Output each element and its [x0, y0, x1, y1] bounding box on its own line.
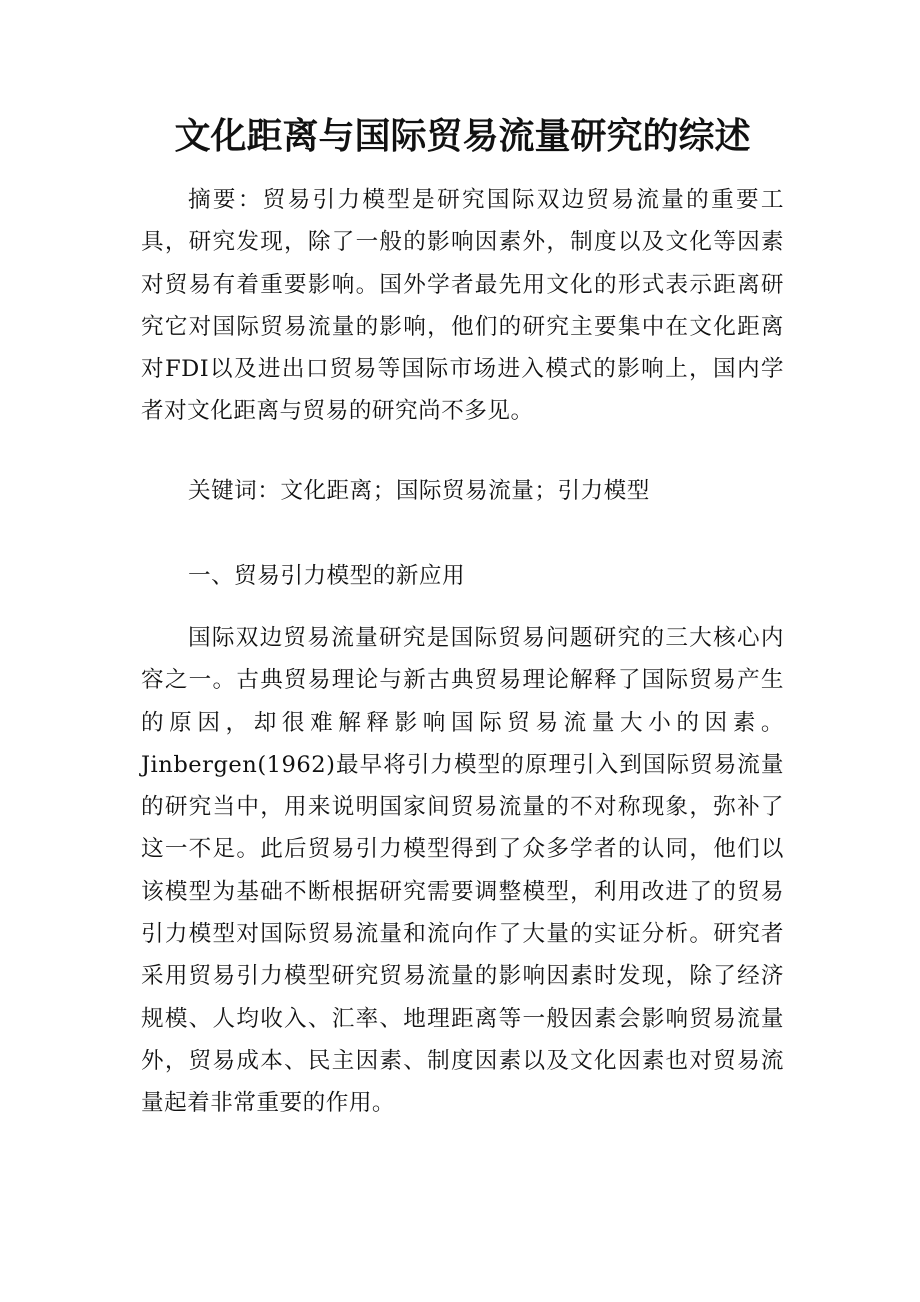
document-title: 文化距离与国际贸易流量研究的综述: [174, 116, 751, 157]
abstract-paragraph: 摘要：贸易引力模型是研究国际双边贸易流量的重要工具，研究发现，除了一般的影响因素外，制度以及文化等因素对贸易有着重要影响。国外学者最先用文化的形式表示距离研究它对国际贸易流量的影响，他们的研究主要集中在文化距离对FDI以及进出口贸易等国际市场进入模式的影响上，国内学者对文化距离与贸易的研究尚不多见。: [141, 187, 784, 425]
section-heading: 一、贸易引力模型的新应用: [188, 563, 466, 589]
body-paragraph: 国际双边贸易流量研究是国际贸易问题研究的三大核心内容之一。古典贸易理论与新古典贸易理论解释了国际贸易产生的原因，却很难解释影响国际贸易流量大小的因素。Jinbergen(1962)最早将引力模型的原理引入到国际贸易流量的研究当中，用来说明国家间贸易流量的不对称现象，弥补了这一不足。此后贸易引力模型得到了众多学者的认同，他们以该模型为基础不断根据研究需要调整模型，利用改进了的贸易引力模型对国际贸易流量和流向作了大量的实证分析。研究者采用贸易引力模型研究贸易流量的影响因素时发现，除了经济规模、人均收入、汇率、地理距离等一般因素会影响贸易流量外，贸易成本、民主因素、制度因素以及文化因素也对贸易流量起着非常重要的作用。: [141, 625, 784, 1117]
keywords-line: 关键词：文化距离；国际贸易流量；引力模型: [188, 478, 650, 504]
